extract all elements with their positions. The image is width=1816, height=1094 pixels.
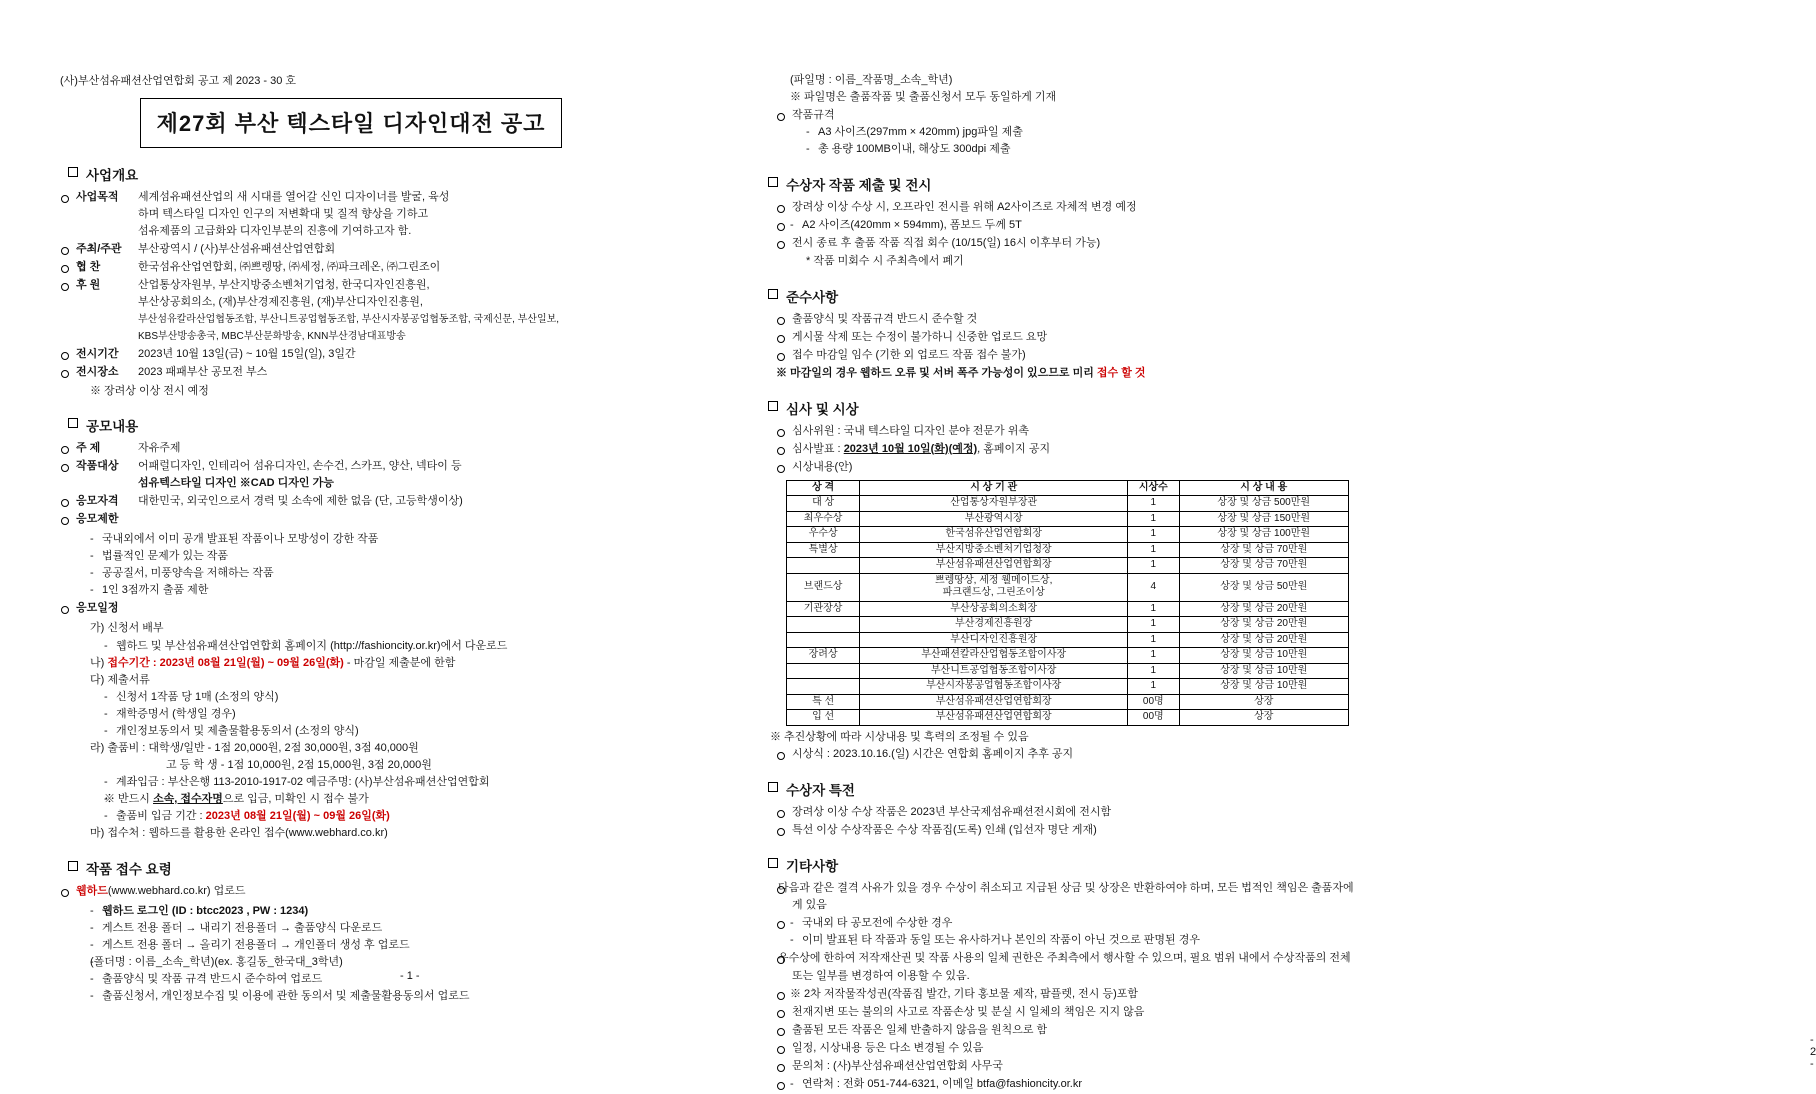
exhibit-note: ※ 장려상 이상 전시 예정	[90, 384, 209, 397]
sponsor-item	[60, 259, 690, 276]
section-business-overview: 사업개요	[68, 164, 690, 184]
section-winner-submission: 수상자 작품 제출 및 전시	[768, 174, 1360, 194]
process-d-period-pre: 출품비 입금 기간 :	[116, 810, 206, 822]
compliance-list	[776, 311, 1360, 364]
process-a-sub	[90, 638, 690, 655]
table-row	[787, 679, 1349, 695]
process-b-suffix: - 마감일 제출분에 한함	[343, 656, 456, 669]
award-cell-desc: 상장 및 상금 70만원	[1179, 542, 1349, 558]
compliance-1: 게시물 삭제 또는 수정이 불가하니 신중한 업로드 요망	[776, 329, 1360, 346]
process-c-0: - 신청서 1작품 당 1매 (소정의 양식)	[104, 689, 690, 706]
award-cell-org: 산업통상자원부장관	[860, 496, 1128, 512]
filename-notes	[760, 72, 1360, 106]
section-winner-benefits: 수상자 특전	[768, 779, 1360, 799]
process-c-sub	[90, 689, 690, 740]
award-cell-org: 부산패션칼라산업협동조합이사장	[860, 648, 1128, 664]
award-cell-desc: 상장 및 상금 50만원	[1179, 573, 1349, 601]
submission-list	[60, 883, 690, 1005]
table-row	[787, 601, 1349, 617]
contest-content-list	[60, 440, 690, 842]
upload-steps	[76, 903, 690, 1005]
qualify-label: 응모자격	[76, 495, 119, 508]
jury-item: 심사위원 : 국내 텍스타일 디자인 분야 전문가 위촉	[776, 423, 1360, 440]
exhibit-place-item	[60, 364, 690, 381]
page-number-left: - 1 -	[400, 970, 420, 983]
section-judging-awards: 심사 및 시상	[768, 398, 1360, 418]
compliance-warning-red: 접수 할 것	[1096, 367, 1146, 380]
award-cell-grade	[787, 679, 860, 695]
award-cell-org: 부산섬유패션산업연합회장	[860, 558, 1128, 574]
award-cell-count: 4	[1128, 573, 1179, 601]
spec-list	[776, 107, 1360, 158]
target-item	[60, 458, 690, 492]
process-c-1: - 재학증명서 (학생일 경우)	[104, 706, 690, 723]
award-cell-org: 부산섬유패션산업연합회장	[860, 710, 1128, 726]
award-header-count: 시상수	[1128, 480, 1179, 496]
exhibit-period-label: 전시기간	[76, 348, 119, 361]
process-d-note-strong: 소속, 접수자명	[153, 792, 223, 805]
winner-sub-1: 전시 종료 후 출품 작품 직접 회수 (10/15(일) 16시 이후부터 가능)	[776, 235, 1360, 252]
filename-note-0: (파일명 : 이름_작품명_소속_학년)	[790, 74, 953, 86]
ceremony-list	[776, 746, 1360, 763]
award-cell-count: 1	[1128, 601, 1179, 617]
process-d-sub-list	[90, 774, 690, 825]
award-cell-org: 부산지방중소벤처기업청장	[860, 542, 1128, 558]
other-2: 천재지변 또는 불의의 사고로 작품손상 및 분실 시 일체의 책임은 지지 않음	[776, 1004, 1360, 1021]
process-d-head: 라) 출품비 : 대학생/일반 - 1점 20,000원, 2점 30,000원, 3점 40,000원	[90, 741, 419, 754]
table-row	[787, 663, 1349, 679]
spec-sub	[792, 124, 1360, 158]
award-cell-grade	[787, 632, 860, 648]
table-row	[787, 511, 1349, 527]
theme-value: 자유주제	[138, 442, 181, 455]
contact-info: - 연락처 : 전화 051-744-6321, 이메일 btfa@fashioncity.or.kr	[790, 1076, 1360, 1093]
other-1-text: 우수상에 한하여 저작재산권 및 작품 사용의 일체 권한은 주최측에서 행사할 수 있으며, 필요 범위 내에서 수상작품의 전체 또는 일부를 변경하여 이용할 수 있음.	[778, 952, 1351, 982]
table-row	[787, 710, 1349, 726]
process-d-period-val: 2023년 08월 21일(월) ~ 09월 26일(화)	[205, 810, 390, 822]
restrict-3: - 1인 3점까지 출품 제한	[90, 582, 690, 599]
process-b-prefix: 나)	[90, 656, 108, 669]
benefit-0: 장려상 이상 수상 작품은 2023년 부산국제섬유패션전시회에 전시함	[776, 804, 1360, 821]
qualify-value: 대한민국, 외국인으로서 경력 및 소속에 제한 없음 (단, 고등학생이상)	[138, 495, 463, 508]
award-table-header-row	[787, 480, 1349, 496]
target-label: 작품대상	[76, 460, 119, 473]
other-matters-list	[776, 880, 1360, 1093]
restrict-0: - 국내외에서 이미 공개 발표된 작품이나 모방성이 강한 작품	[90, 531, 690, 548]
winner-submission-list	[776, 199, 1360, 252]
filename-note-1: ※ 파일명은 출품작품 및 출품신청서 모두 동일하게 기재	[790, 91, 1057, 104]
benefits-list	[776, 804, 1360, 839]
process-c-head: 다) 제출서류	[90, 673, 150, 686]
award-cell-grade: 입 선	[787, 710, 860, 726]
upload-step-0: - 웹하드 로그인 (ID : btcc2023 , PW : 1234)	[90, 903, 690, 920]
process-item	[60, 600, 690, 842]
award-cell-count: 00명	[1128, 694, 1179, 710]
announce-suffix: , 홈페이지 공지	[977, 442, 1051, 455]
other-0-sub-0: - 국내외 타 공모전에 수상한 경우	[790, 915, 1360, 932]
award-cell-count: 1	[1128, 542, 1179, 558]
notice-number: (사)부산섬유패션산업연합회 공고 제 2023 - 30 호	[60, 75, 297, 87]
process-a-item: - 웹하드 및 부산섬유패션산업연합회 홈페이지 (http://fashioncity.or.kr)에서 다운로드	[104, 638, 690, 655]
award-cell-org: 부산상공회의소회장	[860, 601, 1128, 617]
process-b-head	[90, 655, 690, 672]
process-c-2: - 개인정보동의서 및 제출물활용동의서 (소정의 양식)	[104, 723, 690, 740]
process-d-sub: 고 등 학 생 - 1점 10,000원, 2점 15,000원, 3점 20,000원	[166, 758, 432, 771]
target-line-0: 어패럴디자인, 인테리어 섬유디자인, 손수건, 스카프, 양산, 넥타이 등	[138, 460, 462, 473]
award-cell-grade: 최우수상	[787, 511, 860, 527]
table-row	[787, 632, 1349, 648]
table-row	[787, 694, 1349, 710]
award-cell-org: 부산니트공업협동조합이사장	[860, 663, 1128, 679]
upload-label: (www.webhard.co.kr) 업로드	[107, 885, 246, 898]
exhibit-period-item	[60, 346, 690, 363]
support-line-1: 부산상공회의소, (재)부산경제진흥원, (재)부산디자인진흥원,	[138, 296, 423, 309]
process-a-head: 가) 신청서 배부	[90, 622, 164, 635]
award-cell-grade	[787, 663, 860, 679]
purpose-line-2: 섬유제품의 고급화와 디자인부분의 진흥에 기여하고자 함.	[138, 225, 412, 238]
theme-label: 주 제	[76, 442, 101, 455]
process-e-head: 마) 접수처 : 웹하드를 활용한 온라인 접수(www.webhard.co.kr)	[90, 827, 388, 840]
contact-sub	[776, 1076, 1360, 1093]
section-submission-method: 작품 접수 요령	[68, 858, 690, 878]
process-b-period: 접수기간 : 2023년 08월 21일(월) ~ 09월 26일(화)	[107, 656, 344, 669]
other-3: 출품된 모든 작품은 일체 반출하지 않음을 원칙으로 함	[776, 1022, 1360, 1039]
award-cell-desc: 상장 및 상금 10만원	[1179, 663, 1349, 679]
support-label: 후 원	[76, 279, 101, 292]
compliance-warning	[776, 365, 1360, 382]
restrict-label: 응모제한	[76, 513, 119, 526]
upload-step-2: - 게스트 전용 폴더 → 올리기 전용폴더 → 개인폴더 생성 후 업로드	[90, 937, 690, 954]
other-0-sub-1: - 이미 발표된 타 작품과 동일 또는 유사하거나 본인의 작품이 아닌 것으로 판명된 경우	[790, 932, 1360, 949]
table-row	[787, 617, 1349, 633]
purpose-item	[60, 189, 690, 240]
award-cell-count: 1	[1128, 617, 1179, 633]
spec-item	[776, 107, 1360, 158]
other-5: 문의처 : (사)부산섬유패션산업연합회 사무국	[776, 1058, 1360, 1075]
award-cell-desc: 상장 및 상금 500만원	[1179, 496, 1349, 512]
support-line-0: 산업통상자원부, 부산지방중소벤처기업청, 한국디자인진흥원,	[138, 279, 430, 292]
award-cell-desc: 상장 및 상금 10만원	[1179, 679, 1349, 695]
announce-date: 2023년 10월 10일(화)(예정)	[843, 442, 978, 455]
section-other-matters: 기타사항	[768, 855, 1360, 875]
exhibit-period-value: 2023년 10월 13일(금) ~ 10월 15일(일), 3일간	[138, 348, 356, 361]
process-d-note-post: 으로 입금, 미확인 시 접수 불가	[222, 792, 369, 805]
award-cell-grade: 기관장상	[787, 601, 860, 617]
award-header-grade: 상 격	[787, 480, 860, 496]
award-cell-grade: 대 상	[787, 496, 860, 512]
award-cell-desc: 상장 및 상금 150만원	[1179, 511, 1349, 527]
process-d-note	[104, 791, 690, 808]
award-cell-desc: 상장	[1179, 710, 1349, 726]
table-row	[787, 558, 1349, 574]
purpose-label: 사업목적	[76, 191, 119, 203]
award-cell-org: 한국섬유산업연합회장	[860, 527, 1128, 543]
host-label: 주최/주관	[76, 243, 122, 256]
host-value: 부산광역시 / (사)부산섬유패션산업연합회	[138, 243, 336, 256]
process-list	[76, 620, 690, 842]
award-cell-count: 1	[1128, 511, 1179, 527]
award-cell-org: 쁘렝땅상, 세정 웰메이드상, 파크랜드상, 그린조이상	[860, 573, 1128, 601]
ceremony-item: 시상식 : 2023.10.16.(일) 시간은 연합회 홈페이지 추후 공지	[776, 746, 1360, 763]
award-cell-count: 00명	[1128, 710, 1179, 726]
benefit-1: 특선 이상 수상작품은 수상 작품집(도록) 인쇄 (입선자 명단 게재)	[776, 822, 1360, 839]
theme-item	[60, 440, 690, 457]
award-table	[786, 480, 1349, 726]
support-line-3: KBS부산방송총국, MBC부산문화방송, KNN부산경남대표방송	[138, 331, 406, 343]
award-cell-org: 부산시자봉공업협동조합이사장	[860, 679, 1128, 695]
page-number-right: - 2 -	[1810, 1033, 1816, 1070]
award-header-org: 시 상 기 관	[860, 480, 1128, 496]
compliance-0: 출품양식 및 작품규격 반드시 준수할 것	[776, 311, 1360, 328]
judging-list	[776, 423, 1360, 476]
host-item	[60, 241, 690, 258]
section-compliance: 준수사항	[768, 286, 1360, 306]
award-cell-grade: 특 선	[787, 694, 860, 710]
upload-item	[60, 883, 690, 1005]
right-column	[760, 0, 1816, 1094]
upload-step-4: - 출품양식 및 작품 규격 반드시 준수하여 업로드	[90, 971, 690, 988]
other-4: 일정, 시상내용 등은 다소 변경될 수 있음	[776, 1040, 1360, 1057]
other-1	[776, 950, 1360, 984]
award-cell-org: 부산광역시장	[860, 511, 1128, 527]
winner-sub-note: * 작품 미회수 시 주최측에서 폐기	[806, 255, 964, 268]
target-line-1: 섬유텍스타일 디자인 ※CAD 디자인 가능	[138, 477, 334, 490]
award-cell-org: 부산섬유패션산업연합회장	[860, 694, 1128, 710]
award-cell-desc: 상장 및 상금 100만원	[1179, 527, 1349, 543]
award-cell-count: 1	[1128, 648, 1179, 664]
restrict-list	[76, 531, 690, 599]
section-contest-content: 공모내용	[68, 415, 690, 435]
process-label: 응모일정	[76, 602, 119, 615]
restrict-item	[60, 511, 690, 599]
left-column	[60, 0, 690, 1006]
qualify-item	[60, 493, 690, 510]
award-cell-grade: 특별상	[787, 542, 860, 558]
award-cell-grade	[787, 558, 860, 574]
award-header-desc: 시 상 내 용	[1179, 480, 1349, 496]
process-d-period	[104, 808, 690, 825]
award-cell-grade: 우수상	[787, 527, 860, 543]
winner-sub-0: 장려상 이상 수상 시, 오프라인 전시를 위해 A2사이즈로 자체적 변경 예정	[776, 199, 1360, 216]
restrict-2: - 공공질서, 미풍양속을 저해하는 작품	[90, 565, 690, 582]
support-item	[60, 277, 690, 345]
award-cell-count: 1	[1128, 632, 1179, 648]
compliance-2: 접수 마감일 임수 (기한 외 업로드 작품 접수 불가)	[776, 347, 1360, 364]
other-0: 다음과 같은 결격 사유가 있을 경우 수상이 취소되고 지급된 상금 및 상장은 반환하여야 하며, 모든 법적인 책임은 출품자에게 있음	[776, 880, 1360, 914]
upload-step-3: - (폴더명 : 이름_소속_학년)(ex. 홍길동_한국대_3학년)	[90, 954, 690, 971]
award-cell-desc: 상장 및 상금 70만원	[1179, 558, 1349, 574]
award-note: ※ 추진상황에 따라 시상내용 및 흑력의 조정될 수 있음	[770, 730, 1029, 743]
winner-sub-size: - A2 사이즈(420mm × 594mm), 폼보드 두께 5T	[790, 217, 1360, 234]
spec-1: - 총 용량 100MB이내, 해상도 300dpi 제출	[806, 141, 1360, 158]
award-cell-desc: 상장 및 상금 20만원	[1179, 632, 1349, 648]
award-cell-desc: 상장 및 상금 10만원	[1179, 648, 1349, 664]
purpose-line-1: 하며 텍스타일 디자인 인구의 저변확대 및 질적 향상을 기하고	[138, 208, 429, 221]
table-row	[787, 648, 1349, 664]
award-cell-grade: 브랜드상	[787, 573, 860, 601]
award-cell-count: 1	[1128, 679, 1179, 695]
spec-label: 작품규격	[792, 109, 835, 122]
purpose-line-0: 세계섬유패션산업의 새 시대를 열어갈 신인 디자이너를 발굴, 육성	[138, 191, 450, 203]
table-row	[787, 573, 1349, 601]
sponsor-value: 한국섬유산업연합회, ㈜쁘렝땅, ㈜세정, ㈜파크레온, ㈜그린조이	[138, 261, 441, 274]
upload-label-highlight: 웹하드	[76, 885, 108, 898]
winner-sub-detail	[776, 217, 1360, 234]
other-0-sub	[776, 915, 1360, 949]
upload-step-5: - 출품신청서, 개인정보수집 및 이용에 관한 동의서 및 제출물활용동의서 업로드	[90, 988, 690, 1005]
process-d-account: - 계좌입금 : 부산은행 113-2010-1917-02 예금주명: (사)부산섬유패션산업연합회	[104, 774, 690, 791]
award-cell-org: 부산경제진흥원장	[860, 617, 1128, 633]
right-top-block	[760, 72, 1360, 158]
business-overview-list	[60, 189, 690, 382]
award-cell-desc: 상장 및 상금 20만원	[1179, 617, 1349, 633]
other-1-note	[776, 986, 1360, 1003]
table-row	[787, 542, 1349, 558]
award-cell-count: 1	[1128, 527, 1179, 543]
spec-0: - A3 사이즈(297mm × 420mm) jpg파일 제출	[806, 124, 1360, 141]
process-d-note-pre: ※ 반드시	[104, 792, 153, 805]
announce-label: 심사발표 :	[792, 442, 844, 455]
award-cell-grade	[787, 617, 860, 633]
other-1-note-text: ※ 2차 저작물작성권(작품집 발간, 기타 홍보물 제작, 팜플렛, 전시 등)포함	[790, 987, 1139, 1000]
table-row	[787, 496, 1349, 512]
exhibit-place-value: 2023 패패부산 공모전 부스	[138, 366, 268, 379]
award-cell-grade: 장려상	[787, 648, 860, 664]
award-cell-desc: 상장	[1179, 694, 1349, 710]
upload-step-1: - 게스트 전용 폴더 → 내리기 전용폴더 → 출품양식 다운로드	[90, 920, 690, 937]
award-cell-count: 1	[1128, 558, 1179, 574]
award-cell-org: 부산디자인진흥원장	[860, 632, 1128, 648]
exhibit-place-label: 전시장소	[76, 366, 119, 379]
support-line-2: 부산섬유칼라산업협동조합, 부산니트공업협동조합, 부산시자봉공업협동조합, 국제신문, 부산일보,	[138, 314, 560, 326]
award-cell-count: 1	[1128, 496, 1179, 512]
award-list-item: 시상내용(안)	[776, 459, 1360, 476]
sponsor-label: 협 찬	[76, 261, 101, 274]
restrict-1: - 법률적인 문제가 있는 작품	[90, 548, 690, 565]
award-cell-count: 1	[1128, 663, 1179, 679]
compliance-warning-text: ※ 마감일의 경우 웹하드 오류 및 서버 폭주 가능성이 있으므로 미리	[776, 367, 1097, 380]
table-row	[787, 527, 1349, 543]
announce-item	[776, 441, 1360, 458]
award-cell-desc: 상장 및 상금 20만원	[1179, 601, 1349, 617]
page-title: 제27회 부산 텍스타일 디자인대전 공고	[140, 98, 562, 148]
